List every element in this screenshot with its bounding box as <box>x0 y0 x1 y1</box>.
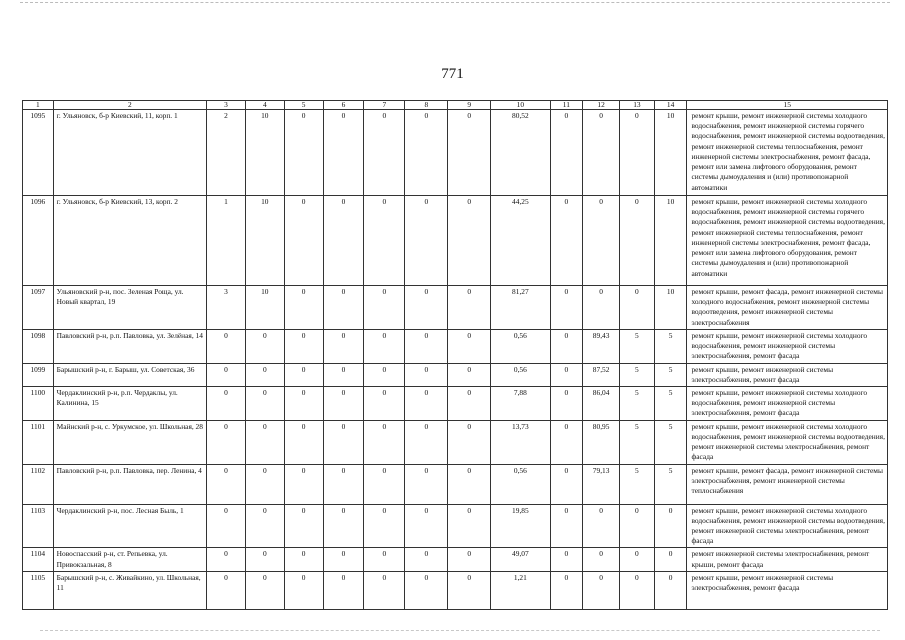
work-types-cell: ремонт крыши, ремонт фасада, ремонт инженерной системы холодного водоснабжения, ремонт инженерной системы водоотведения, ремонт инженерной системы электроснабжения <box>687 286 888 330</box>
cell-col-6: 0 <box>323 504 364 548</box>
cell-col-6: 0 <box>323 363 364 386</box>
cell-col-11: 0 <box>550 386 583 420</box>
header-row <box>23 101 888 110</box>
cell-col-4: 0 <box>245 420 284 464</box>
cell-col-9: 0 <box>448 363 491 386</box>
row-number-cell: 1096 <box>23 196 54 286</box>
cell-col-4: 10 <box>245 196 284 286</box>
cell-col-14: 10 <box>654 110 687 196</box>
address-cell: Барышский р-н, с. Живайкино, ул. Школьная, 11 <box>53 571 206 609</box>
cell-col-13: 5 <box>620 329 655 363</box>
cell-col-12: 0 <box>583 286 620 330</box>
cell-col-3: 2 <box>207 110 246 196</box>
address-cell: Павловский р-н, р.п. Павловка, ул. Зелёная, 14 <box>53 329 206 363</box>
cell-col-8: 0 <box>405 504 448 548</box>
row-number-cell: 1103 <box>23 504 54 548</box>
work-types-cell: ремонт крыши, ремонт фасада, ремонт инженерной системы электроснабжения, ремонт инженерной системы теплоснабжения <box>687 464 888 504</box>
cell-col-11: 0 <box>550 286 583 330</box>
column-header-7: 7 <box>364 101 405 110</box>
cell-col-7: 0 <box>364 110 405 196</box>
column-header-8: 8 <box>405 101 448 110</box>
row-number-cell: 1095 <box>23 110 54 196</box>
cell-col-6: 0 <box>323 571 364 609</box>
column-header-5: 5 <box>284 101 323 110</box>
cell-col-13: 0 <box>620 571 655 609</box>
cell-col-12: 0 <box>583 571 620 609</box>
cell-col-14: 5 <box>654 386 687 420</box>
cell-col-7: 0 <box>364 286 405 330</box>
cell-col-8: 0 <box>405 363 448 386</box>
cell-col-10: 13,73 <box>491 420 550 464</box>
cell-col-10: 0,56 <box>491 329 550 363</box>
cell-col-6: 0 <box>323 329 364 363</box>
table-row <box>23 420 888 464</box>
cell-col-12: 0 <box>583 548 620 571</box>
cell-col-9: 0 <box>448 504 491 548</box>
cell-col-3: 0 <box>207 571 246 609</box>
cell-col-12: 86,04 <box>583 386 620 420</box>
cell-col-4: 10 <box>245 286 284 330</box>
address-cell: Майнский р-н, с. Уркумское, ул. Школьная, 28 <box>53 420 206 464</box>
cell-col-9: 0 <box>448 386 491 420</box>
cell-col-13: 5 <box>620 464 655 504</box>
table-row <box>23 110 888 196</box>
row-number-cell: 1105 <box>23 571 54 609</box>
cell-col-8: 0 <box>405 464 448 504</box>
cell-col-8: 0 <box>405 110 448 196</box>
cell-col-7: 0 <box>364 363 405 386</box>
row-number-cell: 1098 <box>23 329 54 363</box>
cell-col-8: 0 <box>405 548 448 571</box>
cell-col-7: 0 <box>364 571 405 609</box>
cell-col-6: 0 <box>323 110 364 196</box>
column-header-4: 4 <box>245 101 284 110</box>
cell-col-14: 0 <box>654 571 687 609</box>
cell-col-11: 0 <box>550 571 583 609</box>
cell-col-11: 0 <box>550 548 583 571</box>
cell-col-13: 0 <box>620 196 655 286</box>
cell-col-3: 0 <box>207 548 246 571</box>
cell-col-10: 19,85 <box>491 504 550 548</box>
cell-col-5: 0 <box>284 464 323 504</box>
cell-col-7: 0 <box>364 386 405 420</box>
row-number-cell: 1100 <box>23 386 54 420</box>
table-row <box>23 363 888 386</box>
cell-col-7: 0 <box>364 504 405 548</box>
address-cell: Павловский р-н, р.п. Павловка, пер. Ленина, 4 <box>53 464 206 504</box>
cell-col-11: 0 <box>550 363 583 386</box>
address-cell: Чердаклинский р-н, р.п. Чердаклы, ул. Калинина, 15 <box>53 386 206 420</box>
cell-col-11: 0 <box>550 504 583 548</box>
cell-col-9: 0 <box>448 420 491 464</box>
cell-col-6: 0 <box>323 420 364 464</box>
cell-col-12: 80,95 <box>583 420 620 464</box>
table-row <box>23 571 888 609</box>
cell-col-14: 0 <box>654 504 687 548</box>
cell-col-3: 0 <box>207 329 246 363</box>
page-number: 771 <box>441 66 464 82</box>
cell-col-3: 0 <box>207 386 246 420</box>
cell-col-5: 0 <box>284 504 323 548</box>
address-cell: г. Ульяновск, б-р Киевский, 13, корп. 2 <box>53 196 206 286</box>
column-header-13: 13 <box>620 101 655 110</box>
row-number-cell: 1097 <box>23 286 54 330</box>
cell-col-3: 0 <box>207 420 246 464</box>
table-row <box>23 329 888 363</box>
cell-col-7: 0 <box>364 548 405 571</box>
cell-col-6: 0 <box>323 386 364 420</box>
column-header-14: 14 <box>654 101 687 110</box>
work-types-cell: ремонт крыши, ремонт инженерной системы электроснабжения, ремонт фасада <box>687 363 888 386</box>
cell-col-3: 0 <box>207 464 246 504</box>
cell-col-11: 0 <box>550 196 583 286</box>
work-types-cell: ремонт крыши, ремонт инженерной системы холодного водоснабжения, ремонт инженерной системы электроснабжения, ремонт фасада <box>687 386 888 420</box>
cell-col-7: 0 <box>364 196 405 286</box>
cell-col-9: 0 <box>448 196 491 286</box>
cell-col-11: 0 <box>550 464 583 504</box>
cell-col-12: 0 <box>583 110 620 196</box>
cell-col-5: 0 <box>284 110 323 196</box>
work-types-cell: ремонт крыши, ремонт инженерной системы холодного водоснабжения, ремонт инженерной системы горячего водоснабжения, ремонт инженерной системы водоотведения, ремонт инженерной системы теплоснабжения, ремонт инженерной системы электроснабжения, ремонт фасада, ремонт или замена лифтового оборудования, ремонт системы дымоудаления и (или) противопожарной автоматики <box>687 196 888 286</box>
cell-col-5: 0 <box>284 386 323 420</box>
cell-col-10: 80,52 <box>491 110 550 196</box>
cell-col-4: 10 <box>245 110 284 196</box>
cell-col-7: 0 <box>364 464 405 504</box>
cell-col-4: 0 <box>245 386 284 420</box>
table-row <box>23 286 888 330</box>
cell-col-4: 0 <box>245 571 284 609</box>
cell-col-8: 0 <box>405 386 448 420</box>
column-header-15: 15 <box>687 101 888 110</box>
cell-col-3: 0 <box>207 504 246 548</box>
cell-col-6: 0 <box>323 286 364 330</box>
cell-col-8: 0 <box>405 286 448 330</box>
cell-col-9: 0 <box>448 110 491 196</box>
cell-col-3: 3 <box>207 286 246 330</box>
cell-col-10: 0,56 <box>491 363 550 386</box>
cell-col-7: 0 <box>364 329 405 363</box>
cell-col-8: 0 <box>405 329 448 363</box>
cell-col-5: 0 <box>284 196 323 286</box>
column-header-9: 9 <box>448 101 491 110</box>
cell-col-10: 0,56 <box>491 464 550 504</box>
cell-col-14: 5 <box>654 329 687 363</box>
cell-col-3: 0 <box>207 363 246 386</box>
cell-col-4: 0 <box>245 329 284 363</box>
column-header-11: 11 <box>550 101 583 110</box>
cell-col-9: 0 <box>448 548 491 571</box>
cell-col-11: 0 <box>550 329 583 363</box>
cell-col-12: 0 <box>583 504 620 548</box>
table-row <box>23 504 888 548</box>
cell-col-5: 0 <box>284 571 323 609</box>
cell-col-13: 0 <box>620 548 655 571</box>
cell-col-5: 0 <box>284 548 323 571</box>
cell-col-5: 0 <box>284 286 323 330</box>
cell-col-10: 7,88 <box>491 386 550 420</box>
work-types-cell: ремонт крыши, ремонт инженерной системы холодного водоснабжения, ремонт инженерной системы водоотведения, ремонт инженерной системы электроснабжения, ремонт фасада <box>687 504 888 548</box>
address-cell: Барышский р-н, г. Барыш, ул. Советская, 36 <box>53 363 206 386</box>
cell-col-14: 5 <box>654 464 687 504</box>
cell-col-14: 10 <box>654 286 687 330</box>
cell-col-5: 0 <box>284 363 323 386</box>
cell-col-13: 0 <box>620 286 655 330</box>
address-cell: Чердаклинский р-н, пос. Лесная Быль, 1 <box>53 504 206 548</box>
cell-col-6: 0 <box>323 548 364 571</box>
cell-col-11: 0 <box>550 110 583 196</box>
address-cell: Ульяновский р-н, пос. Зеленая Роща, ул. Новый квартал, 19 <box>53 286 206 330</box>
address-cell: г. Ульяновск, б-р Киевский, 11, корп. 1 <box>53 110 206 196</box>
cell-col-14: 5 <box>654 420 687 464</box>
cell-col-4: 0 <box>245 363 284 386</box>
column-header-10: 10 <box>491 101 550 110</box>
cell-col-4: 0 <box>245 548 284 571</box>
cell-col-6: 0 <box>323 464 364 504</box>
work-types-cell: ремонт инженерной системы электроснабжения, ремонт крыши, ремонт фасада <box>687 548 888 571</box>
column-header-3: 3 <box>207 101 246 110</box>
cell-col-13: 5 <box>620 420 655 464</box>
cell-col-10: 1,21 <box>491 571 550 609</box>
cell-col-7: 0 <box>364 420 405 464</box>
cell-col-9: 0 <box>448 571 491 609</box>
work-types-cell: ремонт крыши, ремонт инженерной системы холодного водоснабжения, ремонт инженерной системы электроснабжения, ремонт фасада <box>687 329 888 363</box>
cell-col-5: 0 <box>284 420 323 464</box>
cell-col-8: 0 <box>405 196 448 286</box>
address-cell: Новоспасский р-н, ст. Репьевка, ул. Привокзальная, 8 <box>53 548 206 571</box>
table-row <box>23 386 888 420</box>
cell-col-8: 0 <box>405 571 448 609</box>
cell-col-12: 87,52 <box>583 363 620 386</box>
cell-col-11: 0 <box>550 420 583 464</box>
cell-col-10: 81,27 <box>491 286 550 330</box>
cell-col-12: 0 <box>583 196 620 286</box>
cell-col-14: 0 <box>654 548 687 571</box>
cell-col-9: 0 <box>448 329 491 363</box>
work-types-cell: ремонт крыши, ремонт инженерной системы холодного водоснабжения, ремонт инженерной системы водоотведения, ремонт инженерной системы электроснабжения, ремонт фасада <box>687 420 888 464</box>
cell-col-3: 1 <box>207 196 246 286</box>
table-row <box>23 196 888 286</box>
cell-col-13: 5 <box>620 363 655 386</box>
cell-col-5: 0 <box>284 329 323 363</box>
work-types-cell: ремонт крыши, ремонт инженерной системы холодного водоснабжения, ремонт инженерной системы горячего водоснабжения, ремонт инженерной системы водоотведения, ремонт инженерной системы теплоснабжения, ремонт инженерной системы электроснабжения, ремонт фасада, ремонт или замена лифтового оборудования, ремонт системы дымоудаления и (или) противопожарной автоматики <box>687 110 888 196</box>
column-header-1: 1 <box>23 101 54 110</box>
cell-col-8: 0 <box>405 420 448 464</box>
table-row <box>23 548 888 571</box>
cell-col-13: 0 <box>620 504 655 548</box>
row-number-cell: 1104 <box>23 548 54 571</box>
row-number-cell: 1102 <box>23 464 54 504</box>
cell-col-12: 79,13 <box>583 464 620 504</box>
cell-col-6: 0 <box>323 196 364 286</box>
cell-col-10: 44,25 <box>491 196 550 286</box>
column-header-2: 2 <box>53 101 206 110</box>
repair-schedule-table <box>22 100 888 610</box>
cell-col-13: 0 <box>620 110 655 196</box>
cell-col-4: 0 <box>245 504 284 548</box>
scan-edge-top <box>20 2 890 4</box>
cell-col-9: 0 <box>448 286 491 330</box>
cell-col-14: 5 <box>654 363 687 386</box>
cell-col-10: 49,07 <box>491 548 550 571</box>
row-number-cell: 1099 <box>23 363 54 386</box>
cell-col-9: 0 <box>448 464 491 504</box>
cell-col-12: 89,43 <box>583 329 620 363</box>
cell-col-14: 10 <box>654 196 687 286</box>
scan-edge-bottom <box>40 630 880 632</box>
table-row <box>23 464 888 504</box>
work-types-cell: ремонт крыши, ремонт инженерной системы электроснабжения, ремонт фасада <box>687 571 888 609</box>
row-number-cell: 1101 <box>23 420 54 464</box>
cell-col-13: 5 <box>620 386 655 420</box>
cell-col-4: 0 <box>245 464 284 504</box>
column-header-6: 6 <box>323 101 364 110</box>
column-header-12: 12 <box>583 101 620 110</box>
